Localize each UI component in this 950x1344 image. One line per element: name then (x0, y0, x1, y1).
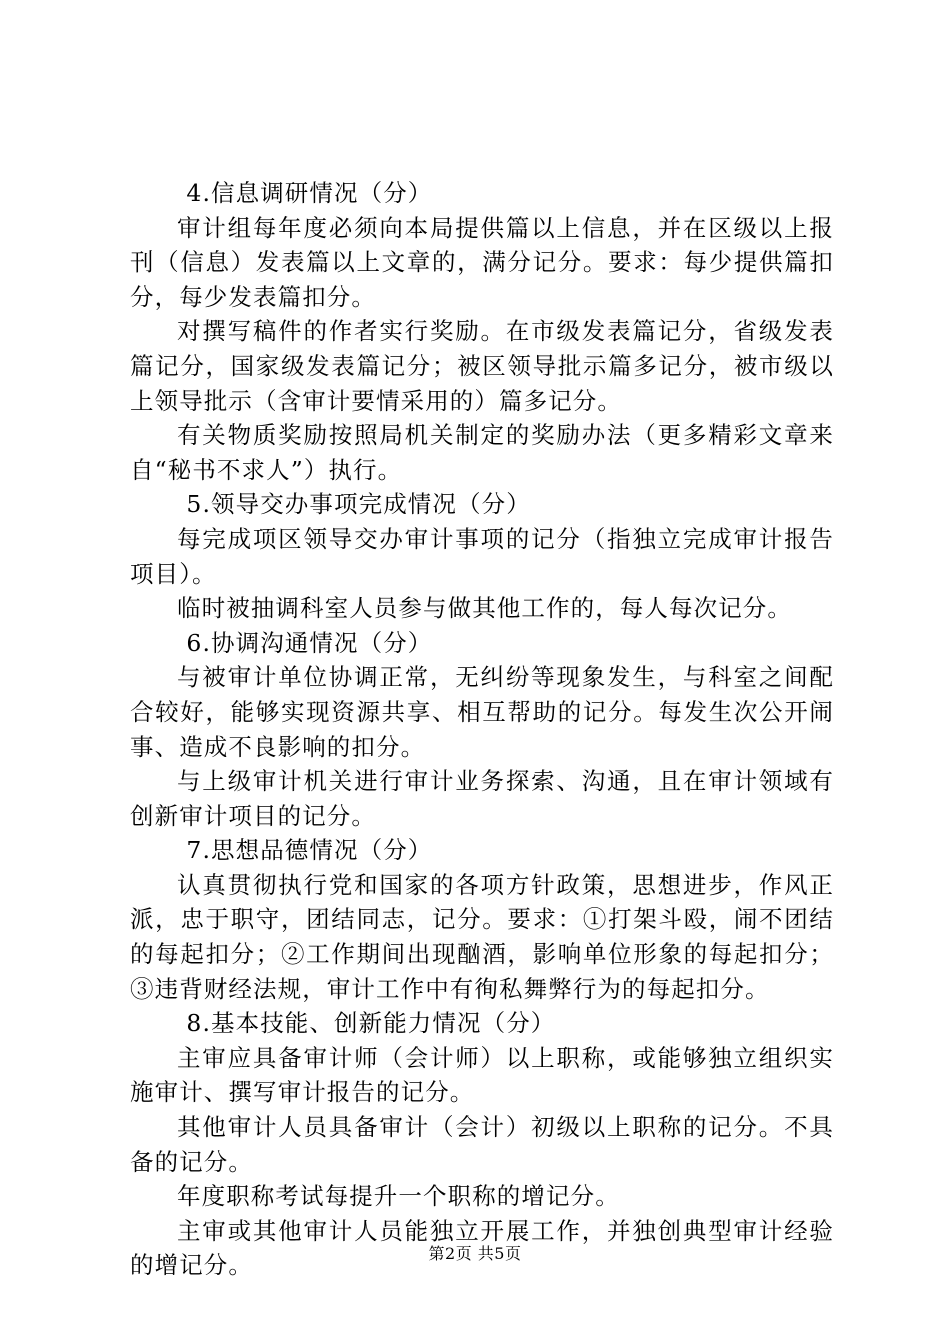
paragraph: 认真贯彻执行党和国家的各项方针政策，思想进步，作风正派，忠于职守，团结同志，记分。要求：①打架斗殴，闹不团结的每起扣分；②工作期间出现酗酒，影响单位形象的每起扣分；③违背财经法规，审计工作中有徇私舞弊行为的每起扣分。 (130, 870, 834, 1003)
paragraph: 审计组每年度必须向本局提供篇以上信息，并在区级以上报刊（信息）发表篇以上文章的，满分记分。要求：每少提供篇扣分，每少发表篇扣分。 (130, 213, 834, 311)
paragraph: 与被审计单位协调正常，无纠纷等现象发生，与科室之间配合较好，能够实现资源共享、相互帮助的记分。每发生次公开闹事、造成不良影响的扣分。 (130, 663, 834, 761)
paragraph: 临时被抽调科室人员参与做其他工作的，每人每次记分。 (177, 594, 792, 623)
section-heading: 7.思想品德情况（分） (186, 836, 433, 865)
paragraph: 其他审计人员具备审计（会计）初级以上职称的记分。不具备的记分。 (130, 1113, 834, 1176)
page-number-footer: 第2页 共5页 (428, 1244, 522, 1263)
paragraph: 每完成项区领导交办审计事项的记分（指独立完成审计报告项目）。 (130, 524, 834, 588)
section-heading: 5.领导交办事项完成情况（分） (186, 490, 531, 519)
paragraph: 对撰写稿件的作者实行奖励。在市级发表篇记分，省级发表篇记分，国家级发表篇记分；被区领导批示篇多记分，被市级以上领导批示（含审计要情采用的）篇多记分。 (130, 317, 834, 415)
paragraph: 主审应具备审计师（会计师）以上职称，或能够独立组织实施审计、撰写审计报告的记分。 (130, 1043, 834, 1107)
section-heading: 8.基本技能、创新能力情况（分） (186, 1009, 556, 1038)
paragraph: 年度职称考试每提升一个职称的增记分。 (177, 1182, 620, 1211)
section-heading: 4.信息调研情况（分） (186, 179, 433, 207)
document-body (130, 176, 834, 1283)
paragraph: 有关物质奖励按照局机关制定的奖励办法（更多精彩文章来自“秘书不求人”）执行。 (130, 421, 834, 484)
paragraph: 与上级审计机关进行审计业务探索、沟通，且在审计领域有创新审计项目的记分。 (130, 767, 834, 830)
section-heading: 6.协调沟通情况（分） (186, 628, 433, 657)
paragraph: 主审或其他审计人员能独立开展工作，并独创典型审计经验的增记分。 (130, 1216, 834, 1280)
